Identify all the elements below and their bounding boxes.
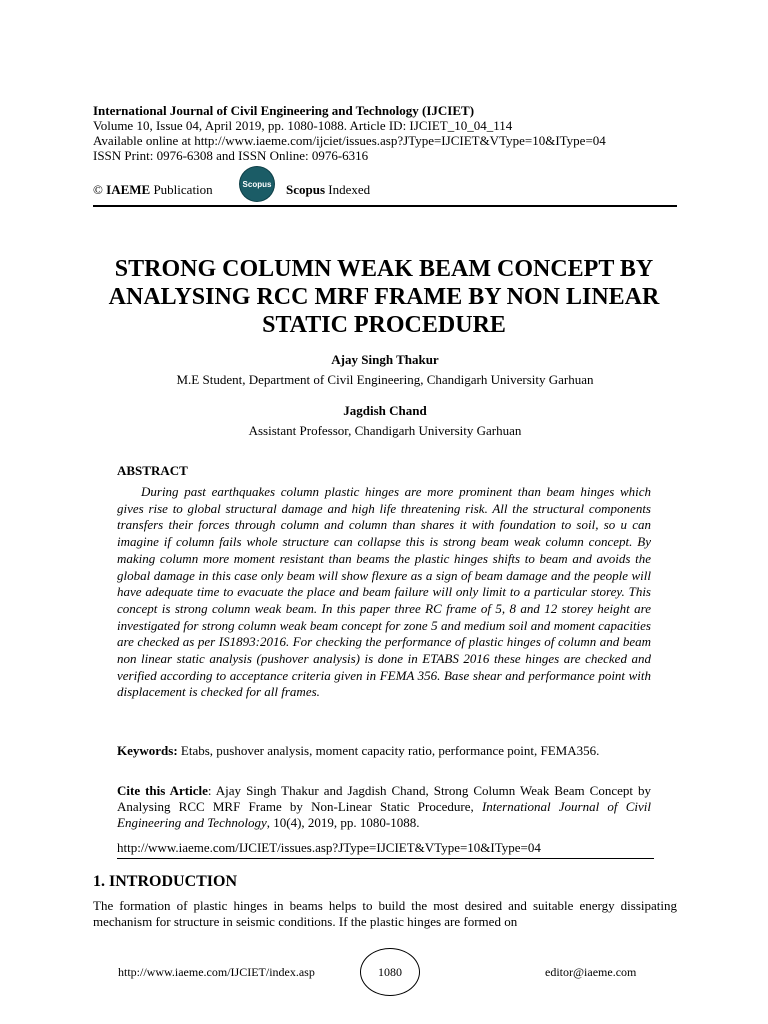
journal-title: International Journal of Civil Engineering and Technology (IJCIET) — [93, 103, 475, 118]
issn-line: ISSN Print: 0976-6308 and ISSN Online: 0976-6316 — [93, 148, 369, 163]
section-heading: 1. INTRODUCTION — [93, 873, 238, 890]
keywords-label: Keywords: — [117, 743, 178, 758]
paper-title: STRONG COLUMN WEAK BEAM CONCEPT BY ANALYSING RCC MRF FRAME BY NON LINEAR STATIC PROCEDURE — [108, 256, 660, 338]
copyright-symbol: © — [93, 182, 103, 197]
page-number — [360, 948, 420, 996]
scopus-indexed — [286, 182, 370, 197]
indexed-label: Indexed — [328, 182, 371, 197]
author-block-1 — [93, 352, 677, 388]
footer-email-link[interactable]: editor@iaeme.com — [545, 965, 637, 979]
author-name: Ajay Singh Thakur — [331, 352, 439, 367]
introduction-text: The formation of plastic hinges in beams helps to build the most desired and suitable energy dissipating mechanism for structure in seismic conditions. If the plastic hinges are formed on — [93, 898, 677, 929]
cite-label: Cite this Article — [117, 783, 208, 798]
available-online-line: Available online at http://www.iaeme.com/ijciet/issues.asp?JType=IJCIET&VType=10&IType=04 — [93, 133, 606, 148]
author-block-2 — [93, 403, 677, 439]
page-number-text: 1080 — [378, 964, 402, 979]
footer-url-link[interactable]: http://www.iaeme.com/IJCIET/index.asp — [118, 965, 315, 979]
journal-header — [93, 103, 606, 163]
abstract-text: During past earthquakes column plastic hinges are more prominent than beam hinges which gives rise to global structural damage and high life threatening risk. All the structural components transfers their forces through column and column than shares it with foundation to soil, so u can imagine if column fails whole structure can collapse this is strong beam weak column concept. By making column more moment resistant than beams the plastic hinges shifts to beam and avoids the global damage in this case only beam will show flexure as a sign of beam damage and the people will have adequate time to evacuate the place and beam failure will only limit to a particular storey. This concept is strong column weak beam. In this paper three RC frame of 5, 8 and 12 storey height are investigated for strong column weak beam concept for zone 5 and medium soil and moment capacities are checked as per IS1893:2016. For checking the performance of plastic hinges of column and beam non linear static analysis (pushover analysis) is done in ETABS 2016 these hinges are checked and verified according to acceptance criteria given in FEMA 356. Base shear and performance point with displacement is checked for all frames. — [117, 484, 651, 700]
citation — [117, 783, 651, 831]
publisher-line — [93, 182, 213, 197]
url-divider — [117, 858, 654, 859]
scopus-label: Scopus — [286, 182, 326, 197]
cite-details: , 10(4), 2019, pp. 1080-1088. — [266, 815, 420, 830]
author-affiliation: Assistant Professor, Chandigarh University Garhuan — [248, 423, 522, 438]
cite-journal: International Journal of Civil Engineering and Technology — [117, 799, 651, 830]
author-affiliation: M.E Student, Department of Civil Engineering, Chandigarh University Garhuan — [176, 372, 594, 387]
cite-text: : Ajay Singh Thakur and Jagdish Chand, Strong Column Weak Beam Concept by Analysing RCC MRF Frame by Non-Linear Static Procedure, — [117, 783, 651, 814]
publication-label: Publication — [153, 182, 213, 197]
keywords — [117, 743, 651, 759]
volume-line: Volume 10, Issue 04, April 2019, pp. 1080-1088. Article ID: IJCIET_10_04_114 — [93, 118, 513, 133]
header-divider — [93, 205, 677, 207]
scopus-logo-text: Scopus — [242, 179, 272, 189]
author-name: Jagdish Chand — [343, 403, 427, 418]
scopus-logo-icon — [240, 167, 274, 201]
publisher-name: IAEME — [106, 182, 151, 197]
abstract-heading: ABSTRACT — [117, 463, 188, 478]
article-url-link[interactable]: http://www.iaeme.com/IJCIET/issues.asp?JType=IJCIET&VType=10&IType=04 — [117, 840, 541, 855]
keywords-text: Etabs, pushover analysis, moment capacity ratio, performance point, FEMA356. — [180, 743, 600, 758]
